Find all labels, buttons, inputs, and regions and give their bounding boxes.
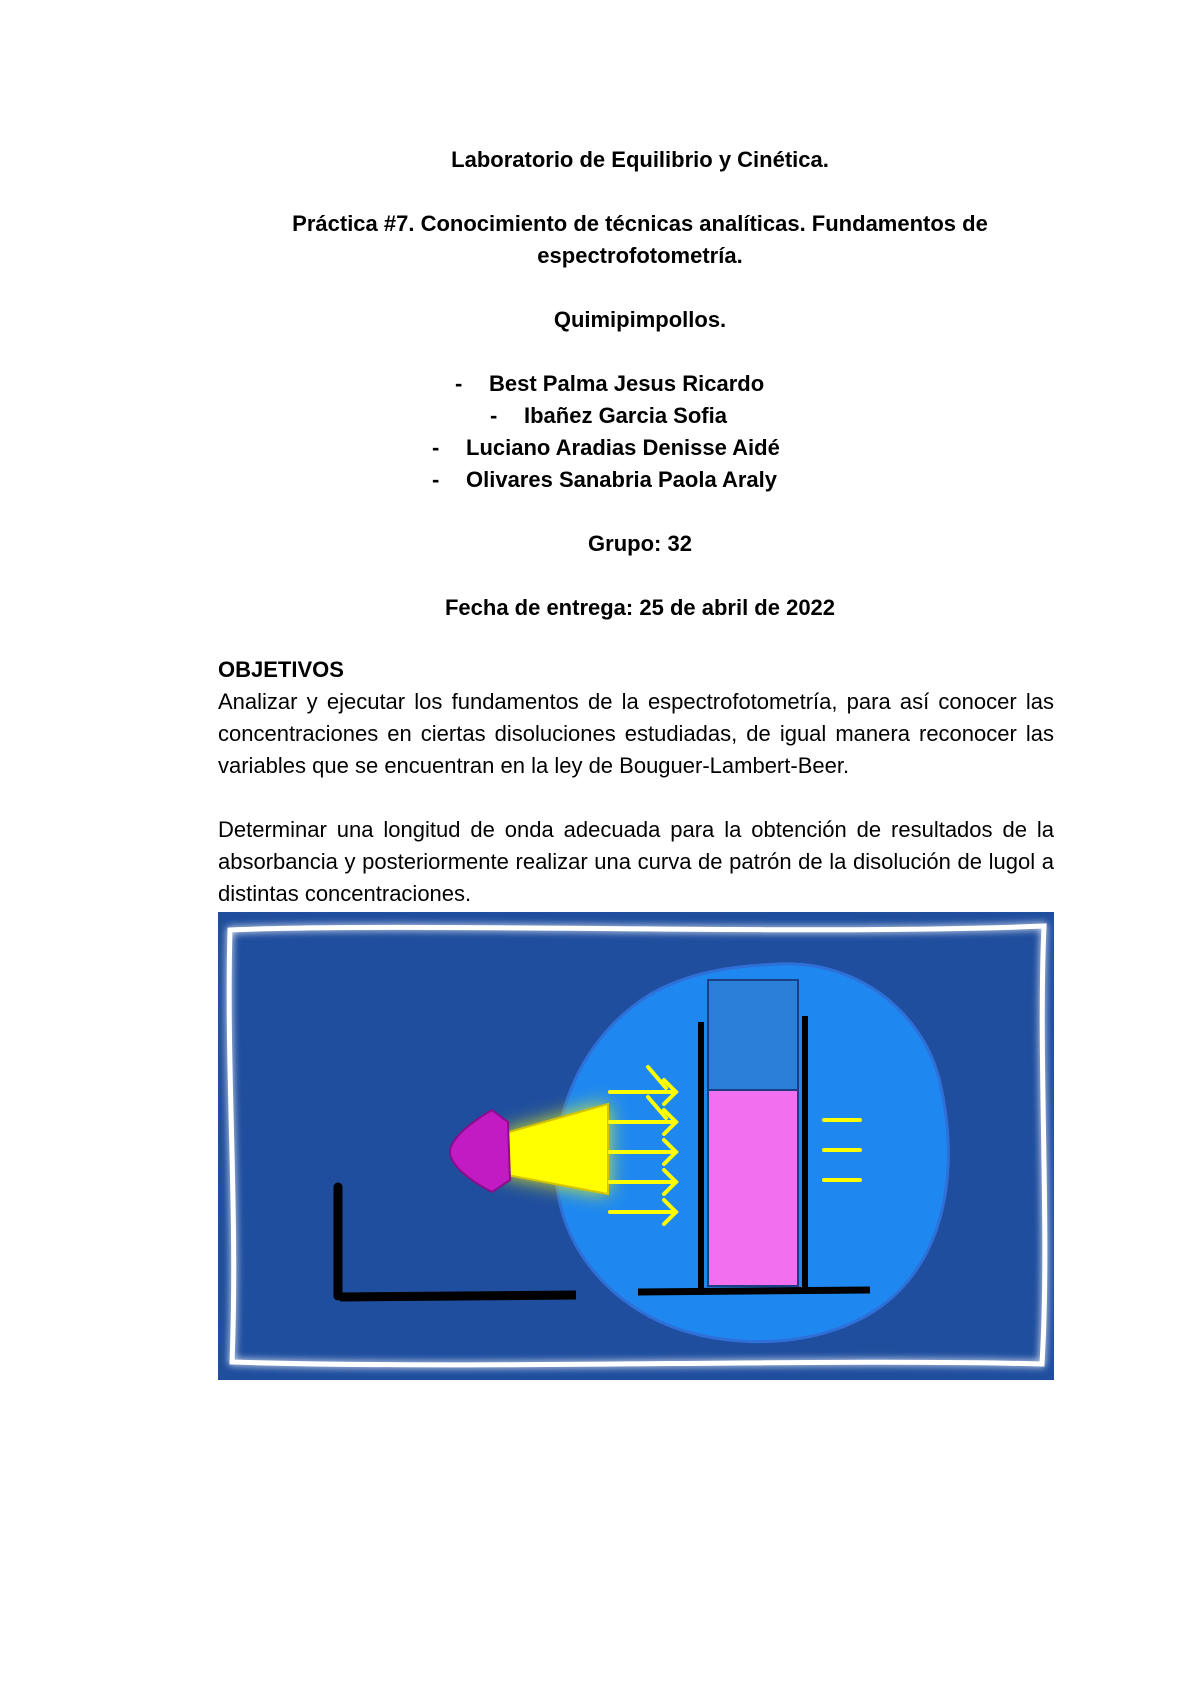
team-name: Quimipimpollos. — [553, 307, 727, 332]
objectives-paragraph-1: Analizar y ejecutar los fundamentos de la espectrofotometría, para así conocer las concentraciones en ciertas disoluciones estudiadas, de igual manera reconocer las variables que se encuentran en la ley de Bouguer-Lambert-Beer. — [218, 689, 1054, 778]
practice-title-line-1: Práctica #7. Conocimiento de técnicas analíticas. Fundamentos de — [292, 211, 988, 236]
lamp-stand-base — [340, 1295, 576, 1297]
bullet-dash: - — [432, 435, 440, 460]
delivery-date: Fecha de entrega: 25 de abril de 2022 — [444, 595, 836, 620]
spectrophotometry-illustration — [218, 912, 1054, 1380]
member-item — [432, 464, 777, 496]
holder-base — [638, 1290, 870, 1292]
objectives-paragraph-2: Determinar una longitud de onda adecuada para la obtención de resultados de la absorbancia y posteriormente realizar una curva de patrón de la disolución de lugol a distintas concentraciones. — [218, 817, 1054, 906]
bullet-dash: - — [490, 403, 498, 428]
lab-title: Laboratorio de Equilibrio y Cinética. — [451, 147, 829, 172]
member-name: Luciano Aradias Denisse Aidé — [466, 435, 780, 460]
group-number: Grupo: 32 — [588, 531, 692, 556]
lugol-solution — [708, 1090, 798, 1286]
bullet-dash: - — [455, 371, 463, 396]
member-name: Best Palma Jesus Ricardo — [489, 371, 765, 396]
member-item — [455, 368, 764, 400]
practice-title-line-2: espectrofotometría. — [537, 243, 743, 268]
member-name: Olivares Sanabria Paola Araly — [466, 467, 778, 492]
member-item — [432, 432, 780, 464]
objectives-heading: OBJETIVOS — [218, 657, 344, 682]
bullet-dash: - — [432, 467, 440, 492]
member-item — [490, 400, 727, 432]
member-name: Ibañez Garcia Sofia — [524, 403, 727, 428]
